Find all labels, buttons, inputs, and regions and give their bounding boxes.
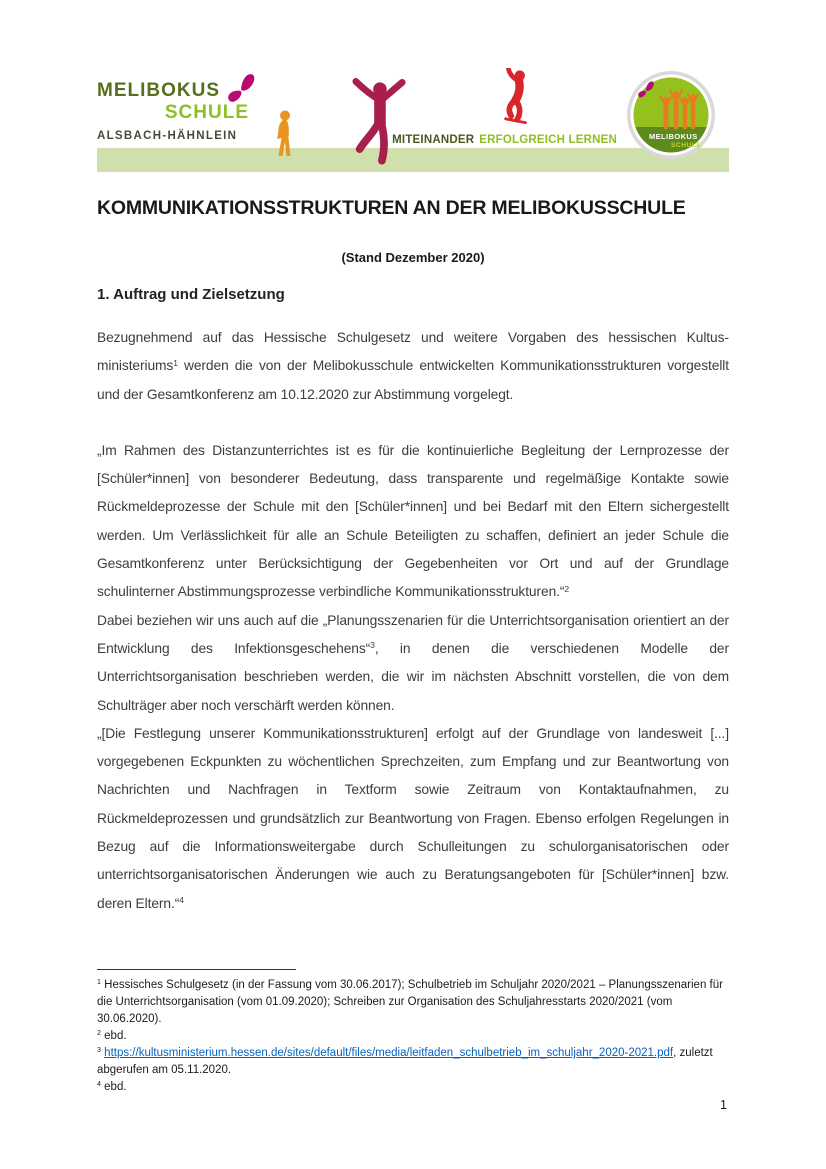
paragraph	[97, 324, 729, 409]
badge-name-line2: SCHULE	[671, 142, 702, 149]
text-segment: ebd.	[100, 1030, 127, 1042]
footnote	[97, 977, 729, 1028]
school-name-line1: MELIBOKUS	[97, 80, 220, 101]
footnote-ref: 2	[97, 1029, 101, 1038]
text-segment: , in denen die verschiedenen Modelle der Unterrichtsorganisation beschrieben werden, die wir im nächsten Abschnitt vorstellen, die von dem Schulträger aber noch verschärft werden können.	[97, 640, 729, 713]
school-badge	[626, 70, 716, 160]
header-banner	[97, 72, 729, 174]
school-tagline	[392, 134, 617, 146]
text-segment: ebd.	[100, 1081, 127, 1093]
footnote	[97, 1028, 729, 1045]
jumping-figure-icon	[350, 78, 408, 166]
school-location: ALSBACH-HÄHNLEIN	[97, 130, 238, 142]
paragraph	[97, 437, 729, 607]
footnote-link[interactable]: https://kultusministerium.hessen.de/sites/default/files/media/leitfaden_schulbetrieb_im_schuljahr_2020-2021.pdf	[104, 1047, 674, 1059]
footnotes-block	[97, 977, 729, 1096]
footnote-ref: 2	[564, 583, 570, 594]
body-text	[97, 324, 729, 918]
text-segment: , zuletzt abgerufen am 05.11.2020.	[97, 1047, 713, 1076]
footnote-ref: 3	[97, 1046, 101, 1055]
footnote-ref: 3	[370, 640, 375, 651]
tagline-part-2: ERFOLGREICH LERNEN	[479, 134, 617, 146]
paragraph	[97, 607, 729, 720]
footnote	[97, 1079, 729, 1096]
text-segment: „[Die Festlegung unserer Kommunikationsstrukturen] erfolgt auf der Grundlage von landesweit [...] vorgegebenen Eckpunkten zu wöchentlichen Sprechzeiten, zum Empfang und zur Beantwortung von Nachrichten und Nachfragen in Textform sowie Zeitraum von Kontaktaufnahmen, zu Rückmeldeprozessen und grundsätzlich zur Beantwortung von Fragen. Ebenso erfolgen Regelungen in Bezug auf die Informationsweitergabe durch Schulleitungen zu schulorganisatorischen oder unterrichtsorganisatorischen Änderungen wie auch zu Beratungsangeboten für [Schüler*innen] bzw. deren Eltern.“	[97, 725, 729, 911]
footnote-ref: 1	[173, 357, 178, 368]
badge-name-line1: MELIBOKUS	[649, 132, 698, 141]
footnote-ref: 4	[97, 1080, 101, 1089]
footnote-separator	[97, 969, 296, 970]
document-title: KOMMUNIKATIONSSTRUKTUREN AN DER MELIBOKUSSCHULE	[97, 197, 686, 219]
text-segment: werden die von der Melibokusschule entwickelten Kommunikationsstrukturen vorgestellt und der Gesamtkonferenz am 10.12.2020 zur Abstimmung vorgelegt.	[97, 358, 729, 402]
school-name-line2: SCHULE	[164, 102, 249, 123]
text-segment: Hessisches Schulgesetz (in der Fassung vom 30.06.2017); Schulbetrieb im Schuljahr 2020/2021 – Planungsszenarien für die Unterrichtsorganisation (vom 01.09.2020); Schreiben zur Organisation des Schuljahresstarts 2020/2021 (vom 30.06.2020).	[97, 979, 723, 1025]
text-segment: Bezugnehmend auf das Hessische Schulgesetz und weitere Vorgaben des hessischen Kultusministeriums	[97, 330, 729, 374]
footnote-ref: 4	[179, 894, 184, 905]
text-segment: Dabei beziehen wir uns auch auf die „Planungsszenarien für die Unterrichtsorganisation orientiert an der Entwicklung des Infektionsgeschehens“	[97, 612, 729, 656]
text-segment: „Im Rahmen des Distanzunterrichtes ist es für die kontinuierliche Begleitung der Lernprozesse der [Schüler*innen] von besonderer Bedeutung, dass transparente und regelmäßige Kontakte sowie Rückmeldeprozesse der Schule mit den [Schüler*innen] und bei Bedarf mit den Eltern sichergestellt werden. Um Verlässlichkeit für alle an Schule Beteiligten zu schaffen, definiert an jeder Schule die Gesamtkonferenz unter Berücksichtigung der Gegebenheiten vor Ort und auf der Grundlage schulinterner Abstimmungsprozesse verbindliche Kommunikationsstrukturen.“	[97, 442, 729, 600]
walking-figure-icon	[269, 110, 299, 158]
footnote	[97, 1045, 729, 1079]
section-heading: 1. Auftrag und Zielsetzung	[97, 286, 285, 303]
skating-figure-icon	[500, 68, 532, 132]
page-number: 1	[720, 1098, 727, 1112]
document-subtitle: (Stand Dezember 2020)	[341, 250, 485, 265]
butterfly-icon	[220, 71, 259, 107]
paragraph	[97, 720, 729, 918]
tagline-part-1: MITEINANDER	[392, 134, 475, 146]
footnote-ref: 1	[97, 978, 101, 987]
